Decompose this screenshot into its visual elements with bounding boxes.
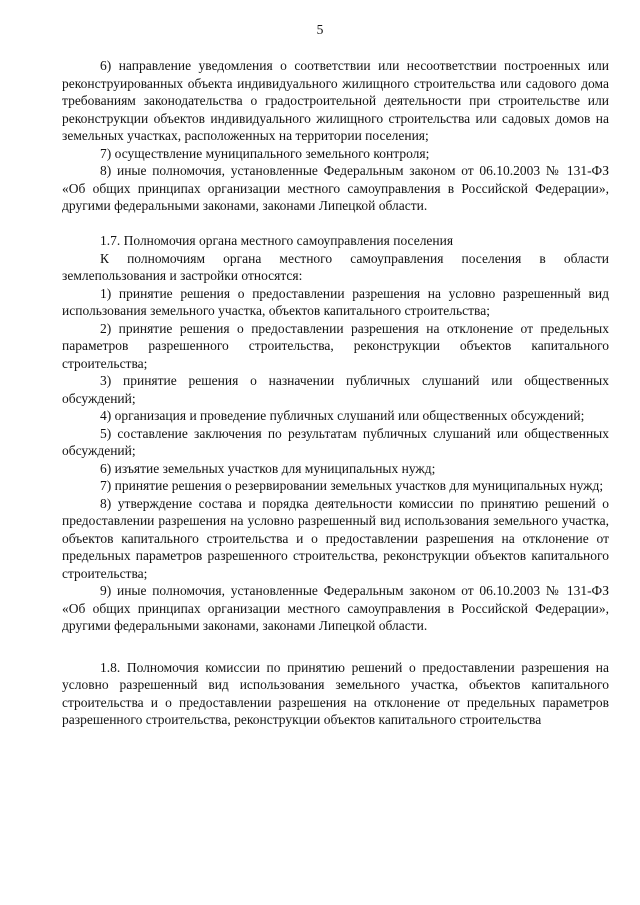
paragraph-item-6-notification: 6) направление уведомления о соответствии или несоответствии построенных или реконструированных объекта индивидуального жилищного строительства или садового дома требованиям законодательства о градостроительной деятельности при строительстве или реконструкции объектов индивидуального жилищного строительства или садовых домов на земельных участках, расположенных на территории поселения;	[62, 58, 609, 143]
section-heading-1-7: 1.7. Полномочия органа местного самоуправления поселения	[100, 233, 454, 248]
paragraph-intro-powers: К полномочиям органа местного самоуправления поселения в области землепользования и застройки относятся:	[62, 250, 609, 283]
paragraph-item-7-land-control: 7) осуществление муниципального земельного контроля;	[100, 145, 430, 161]
paragraph-list-item-1: 1) принятие решения о предоставлении разрешения на условно разрешенный вид использования земельного участка, объектов капитального строительства;	[62, 285, 609, 318]
paragraph-list-item-4: 4) организация и проведение публичных слушаний или общественных обсуждений;	[100, 408, 585, 423]
paragraph-list-item-9: 9) иные полномочия, установленные Федеральным законом от 06.10.2003 № 131-ФЗ «Об общих принципах организации местного самоуправления в Российской Федерации», другими федеральными законами, законами Липецкой области.	[62, 583, 609, 633]
paragraph-item-8-other-powers: 8) иные полномочия, установленные Федеральным законом от 06.10.2003 № 131-ФЗ «Об общих принципах организации местного самоуправления в Российской Федерации», другими федеральными законами, законами Липецкой области.	[62, 163, 609, 213]
paragraph-list-item-3: 3) принятие решения о назначении публичных слушаний или общественных обсуждений;	[62, 373, 609, 406]
paragraph-list-item-5: 5) составление заключения по результатам публичных слушаний или общественных обсуждений;	[62, 425, 609, 458]
paragraph-list-item-2: 2) принятие решения о предоставлении разрешения на отклонение от предельных параметров разрешенного строительства, реконструкции объектов капитального строительства;	[62, 320, 609, 371]
section-heading-1-8: 1.8. Полномочия комиссии по принятию решений о предоставлении разрешения на условно разрешенный вид использования земельного участка, объектов капитального строительства и о предоставлении разрешения на отклонение от предельных параметров разрешенного строительства, реконструкции объектов капитального строительства	[62, 659, 609, 727]
paragraph-list-item-6: 6) изъятие земельных участков для муниципальных нужд;	[100, 460, 436, 476]
document-body	[62, 57, 609, 729]
paragraph-list-item-8: 8) утверждение состава и порядка деятельности комиссии по принятию решений о предоставлении разрешения на условно разрешенный вид использования земельного участка, объектов капитального строительства и о предоставлении разрешения на отклонение от предельных параметров разрешенного строительства, реконструкции объектов капитального строительства;	[62, 495, 609, 581]
page-number: 5	[316, 22, 324, 37]
paragraph-list-item-7: 7) принятие решения о резервировании земельных участков для муниципальных нужд;	[100, 478, 604, 493]
